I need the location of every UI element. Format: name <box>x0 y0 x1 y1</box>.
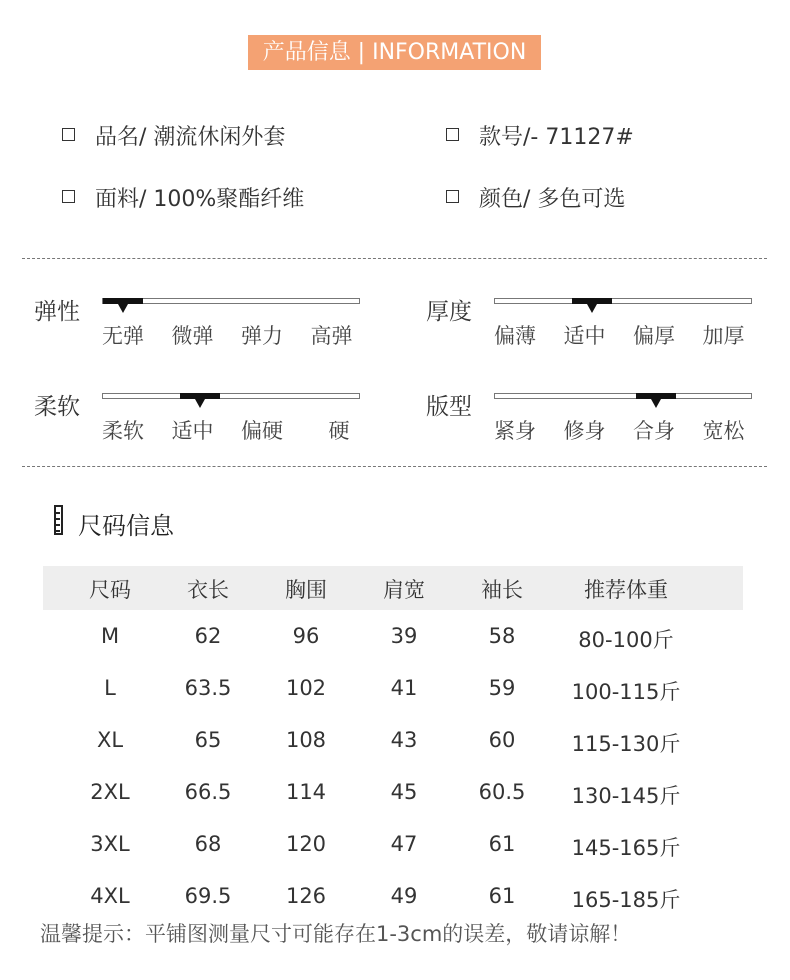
table-cell: 80-100斤 <box>578 628 674 652</box>
table-cell: 102 <box>285 676 327 700</box>
table-cell: 47 <box>390 832 418 856</box>
table-cell: 60.5 <box>478 780 526 804</box>
attribute-label: 厚度 <box>426 299 472 325</box>
table-cell: 59 <box>488 676 516 700</box>
table-cell: 68 <box>194 832 222 856</box>
attribute-option: 紧身 <box>494 419 536 443</box>
table-header-cell: 衣长 <box>187 578 229 602</box>
attribute-label: 柔软 <box>34 394 80 420</box>
table-cell: 62 <box>194 624 222 648</box>
table-cell: 63.5 <box>184 676 232 700</box>
table-cell: 120 <box>285 832 327 856</box>
table-cell: L <box>104 676 116 700</box>
table-cell: 41 <box>390 676 418 700</box>
attribute-option: 偏硬 <box>241 419 283 443</box>
info-fabric: 面料/ 100%聚酯纤维 <box>95 187 305 212</box>
table-cell: 61 <box>488 884 516 908</box>
table-cell: 126 <box>285 884 327 908</box>
attribute-option: 宽松 <box>702 419 745 443</box>
pointer-icon <box>118 304 128 313</box>
table-cell: 100-115斤 <box>571 680 681 704</box>
pointer-icon <box>195 399 205 408</box>
info-style-number: 款号/- 71127# <box>479 125 634 150</box>
table-cell: 66.5 <box>184 780 232 804</box>
table-cell: 96 <box>292 624 320 648</box>
table-cell: 61 <box>488 832 516 856</box>
table-cell: 60 <box>488 728 516 752</box>
table-cell: 130-145斤 <box>571 784 681 808</box>
table-cell: 114 <box>285 780 327 804</box>
table-cell: 108 <box>285 728 327 752</box>
measurement-tip: 温馨提示：平铺图测量尺寸可能存在1-3cm的误差，敬请谅解！ <box>40 922 632 946</box>
size-info-title: 尺码信息 <box>78 512 174 540</box>
attribute-option: 微弹 <box>171 324 214 348</box>
table-header-cell: 胸围 <box>285 578 327 602</box>
attribute-option: 硬 <box>328 419 350 443</box>
attribute-option: 偏厚 <box>633 324 675 348</box>
pointer-icon <box>587 304 597 313</box>
checkbox-icon <box>446 190 459 203</box>
attribute-option: 偏薄 <box>494 324 536 348</box>
pointer-icon <box>651 399 661 408</box>
table-cell: XL <box>96 728 124 752</box>
table-header-cell: 肩宽 <box>383 578 425 602</box>
attribute-option: 合身 <box>633 419 675 443</box>
info-product-name: 品名/ 潮流休闲外套 <box>95 125 286 150</box>
attribute-option: 弹力 <box>241 324 283 348</box>
table-cell: 115-130斤 <box>571 732 681 756</box>
divider <box>22 258 767 259</box>
table-cell: 65 <box>194 728 222 752</box>
table-header-cell: 尺码 <box>89 578 131 602</box>
table-cell: 3XL <box>90 832 130 856</box>
divider <box>22 466 767 467</box>
attribute-label: 版型 <box>426 394 472 420</box>
checkbox-icon <box>62 128 75 141</box>
attribute-scale-track <box>102 393 360 399</box>
ruler-icon <box>54 505 63 535</box>
attribute-option: 加厚 <box>702 324 745 348</box>
attribute-scale-track <box>494 298 752 304</box>
table-cell: 58 <box>488 624 516 648</box>
table-cell: 145-165斤 <box>571 836 681 860</box>
table-cell: M <box>100 624 120 648</box>
info-color: 颜色/ 多色可选 <box>479 187 626 212</box>
attribute-scale-track <box>494 393 752 399</box>
table-cell: 2XL <box>90 780 130 804</box>
checkbox-icon <box>446 128 459 141</box>
attribute-option: 高弹 <box>310 324 353 348</box>
table-cell: 43 <box>390 728 418 752</box>
table-cell: 69.5 <box>184 884 232 908</box>
checkbox-icon <box>62 190 75 203</box>
attribute-option: 适中 <box>563 324 606 348</box>
attribute-option: 柔软 <box>102 419 144 443</box>
information-header-badge: 产品信息 | INFORMATION <box>248 35 541 70</box>
attribute-scale-track <box>102 298 360 304</box>
attribute-option: 修身 <box>563 419 606 443</box>
table-cell: 39 <box>390 624 418 648</box>
table-header-cell: 推荐体重 <box>584 578 668 602</box>
attribute-label: 弹性 <box>34 299 80 325</box>
attribute-option: 无弹 <box>102 324 144 348</box>
table-cell: 49 <box>390 884 418 908</box>
table-header-cell: 袖长 <box>481 578 523 602</box>
table-cell: 4XL <box>90 884 130 908</box>
attribute-option: 适中 <box>171 419 214 443</box>
table-cell: 45 <box>390 780 418 804</box>
table-cell: 165-185斤 <box>571 888 681 912</box>
